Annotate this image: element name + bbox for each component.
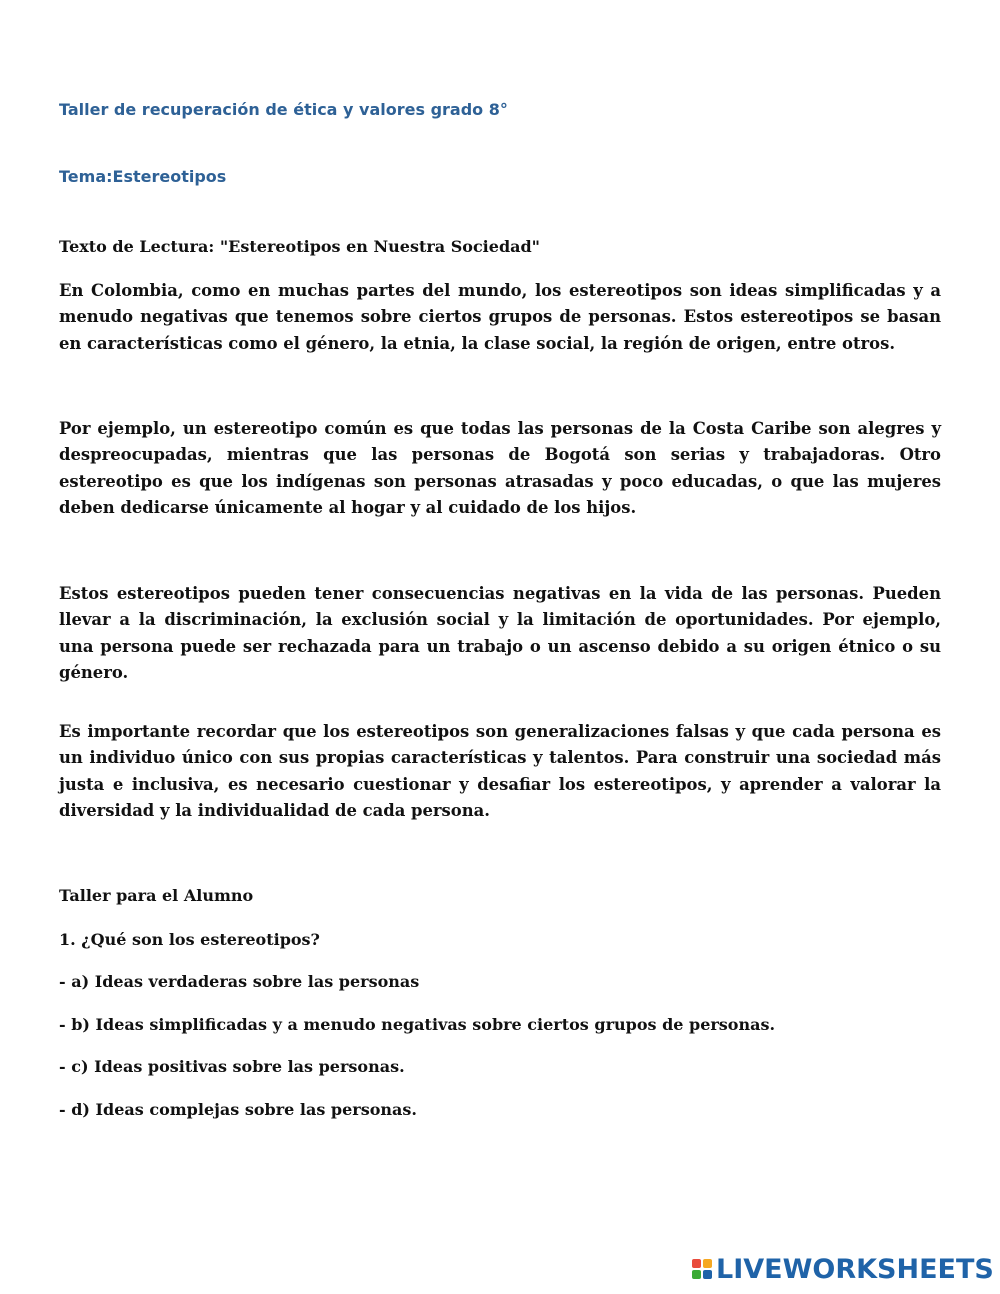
liveworksheets-logo <box>692 1254 994 1284</box>
logo-mark-icon <box>692 1259 712 1279</box>
reading-paragraph-1: En Colombia, como en muchas partes del mundo, los estereotipos son ideas simplificadas y a menudo negativas que tenemos sobre ciertos grupos de personas. Estos estereotipos se basan en características como el género, la etnia, la clase social, la región de origen, entre otros. <box>59 281 941 353</box>
question-1: 1. ¿Qué son los estereotipos? <box>59 930 320 949</box>
logo-text: LIVEWORKSHEETS <box>716 1253 994 1285</box>
reading-paragraph-4: Es importante recordar que los estereotipos son generalizaciones falsas y que cada persona es un individuo único con sus propias características y talentos. Para construir una sociedad más justa e inclusiva, es necesario cuestionar y desafiar los estereotipos, y aprender a valorar la diversidad y la individualidad de cada persona. <box>59 722 941 820</box>
workshop-heading: Taller para el Alumno <box>59 886 254 905</box>
reading-paragraph-3: Estos estereotipos pueden tener consecuencias negativas en la vida de las personas. Pueden llevar a la discriminación, la exclusión social y la limitación de oportunidades. Por ejemplo, una persona puede ser rechazada para un trabajo o un ascenso debido a su origen étnico o su género. <box>59 584 941 682</box>
topic-heading: Tema:Estereotipos <box>59 167 227 186</box>
reading-paragraph-2: Por ejemplo, un estereotipo común es que todas las personas de la Costa Caribe son alegres y despreocupadas, mientras que las personas de Bogotá son serias y trabajadoras. Otro estereotipo es que los indígenas son personas atrasadas y poco educadas, o que las mujeres deben dedicarse únicamente al hogar y al cuidado de los hijos. <box>59 419 941 517</box>
option-c: - c) Ideas positivas sobre las personas. <box>59 1057 405 1076</box>
page-title: Taller de recuperación de ética y valores grado 8° <box>59 100 508 119</box>
option-b: - b) Ideas simplificadas y a menudo negativas sobre ciertos grupos de personas. <box>59 1015 776 1034</box>
option-d: - d) Ideas complejas sobre las personas. <box>59 1100 417 1119</box>
option-a: - a) Ideas verdaderas sobre las personas <box>59 972 420 991</box>
reading-heading: Texto de Lectura: "Estereotipos en Nuestra Sociedad" <box>59 237 541 256</box>
